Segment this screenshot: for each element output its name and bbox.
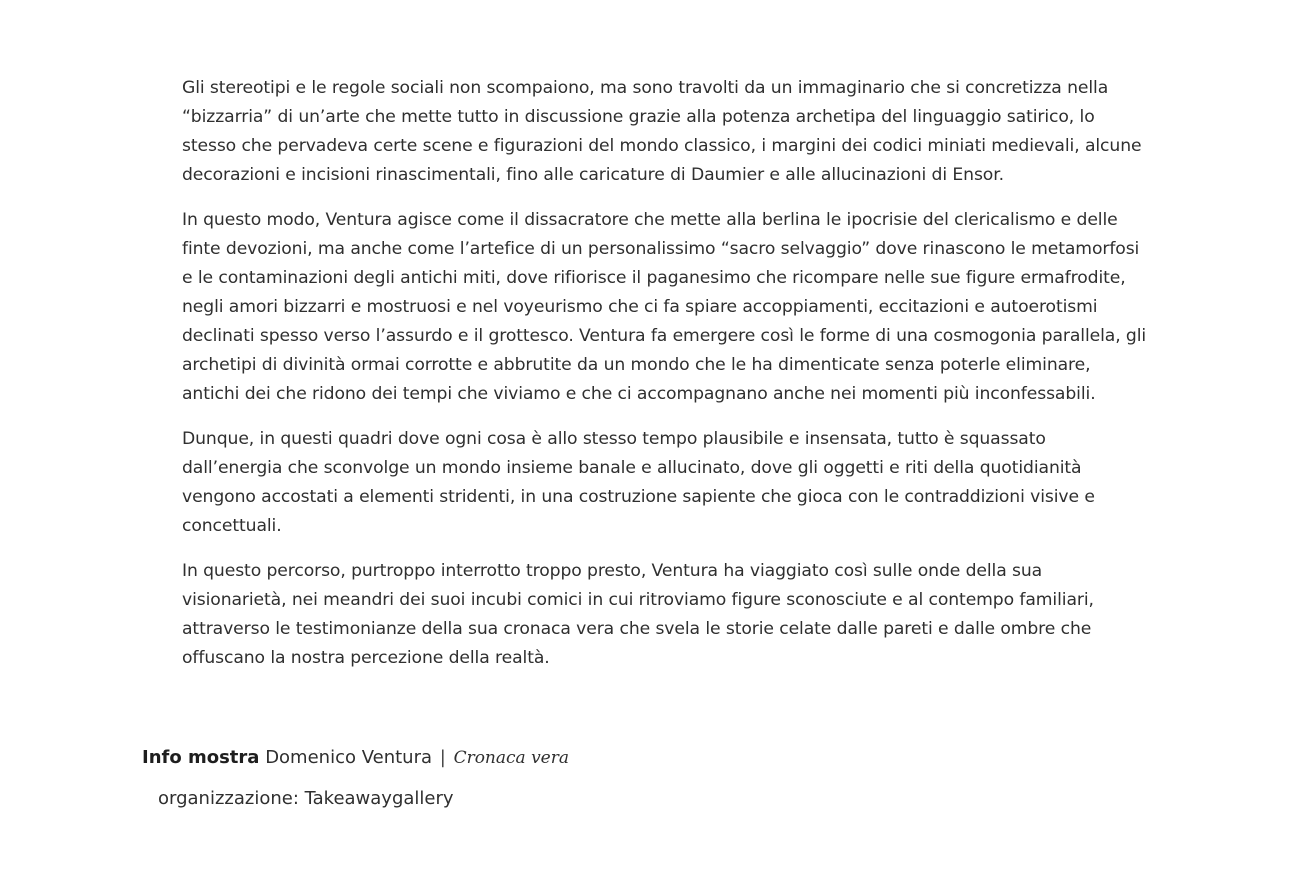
info-label: Info mostra (142, 747, 260, 768)
exhibition-info (142, 744, 569, 772)
artist-name: Domenico Ventura (265, 747, 433, 768)
article-body (182, 74, 1147, 689)
article-paragraph: In questo modo, Ventura agisce come il dissacratore che mette alla berlina le ipocrisie del clericalismo e delle finte devozioni, ma anche come l’artefice di un personalissimo “sacro selvaggio” dove rinascono le metamorfosi e le contaminazioni degli antichi miti, dove rifiorisce il paganesimo che ricompare nelle sue figure ermafrodite, negli amori bizzarri e mostruosi e nel voyeurismo che ci fa spiare accoppiamenti, eccitazioni e autoerotismi declinati spesso verso l’assurdo e il grottesco. Ventura fa emergere così le forme di una cosmogonia parallela, gli archetipi di divinità ormai corrotte e abbrutite da un mondo che le ha dimenticate senza poterle eliminare, antichi dei che ridono dei tempi che viviamo e che ci accompagnano anche nei momenti più inconfessabili. (182, 210, 1147, 404)
organization-line: organizzazione: Takeawaygallery (158, 788, 454, 809)
exhibition-title: Cronaca vera (453, 748, 570, 768)
article-paragraph: Dunque, in questi quadri dove ogni cosa è allo stesso tempo plausibile e insensata, tutto è squassato dall’energia che sconvolge un mondo insieme banale e allucinato, dove gli oggetti e riti della quotidianità vengono accostati a elementi stridenti, in una costruzione sapiente che gioca con le contraddizioni visive e concettuali. (182, 429, 1095, 536)
article-paragraph: Gli stereotipi e le regole sociali non scompaiono, ma sono travolti da un immaginario che si concretizza nella “bizzarria” di un’arte che mette tutto in discussione grazie alla potenza archetipa del linguaggio satirico, lo stesso che pervadeva certe scene e figurazioni del mondo classico, i margini dei codici miniati medievali, alcune decorazioni e incisioni rinascimentali, fino alle caricature di Daumier e alle allucinazioni di Ensor. (182, 78, 1142, 185)
article-paragraph: In questo percorso, purtroppo interrotto troppo presto, Ventura ha viaggiato così sulle onde della sua visionarietà, nei meandri dei suoi incubi comici in cui ritroviamo figure sconosciute e al contempo familiari, attraverso le testimonianze della sua cronaca vera che svela le storie celate dalle pareti e dalle ombre che offuscano la nostra percezione della realtà. (182, 561, 1094, 668)
info-separator: | (439, 747, 446, 768)
